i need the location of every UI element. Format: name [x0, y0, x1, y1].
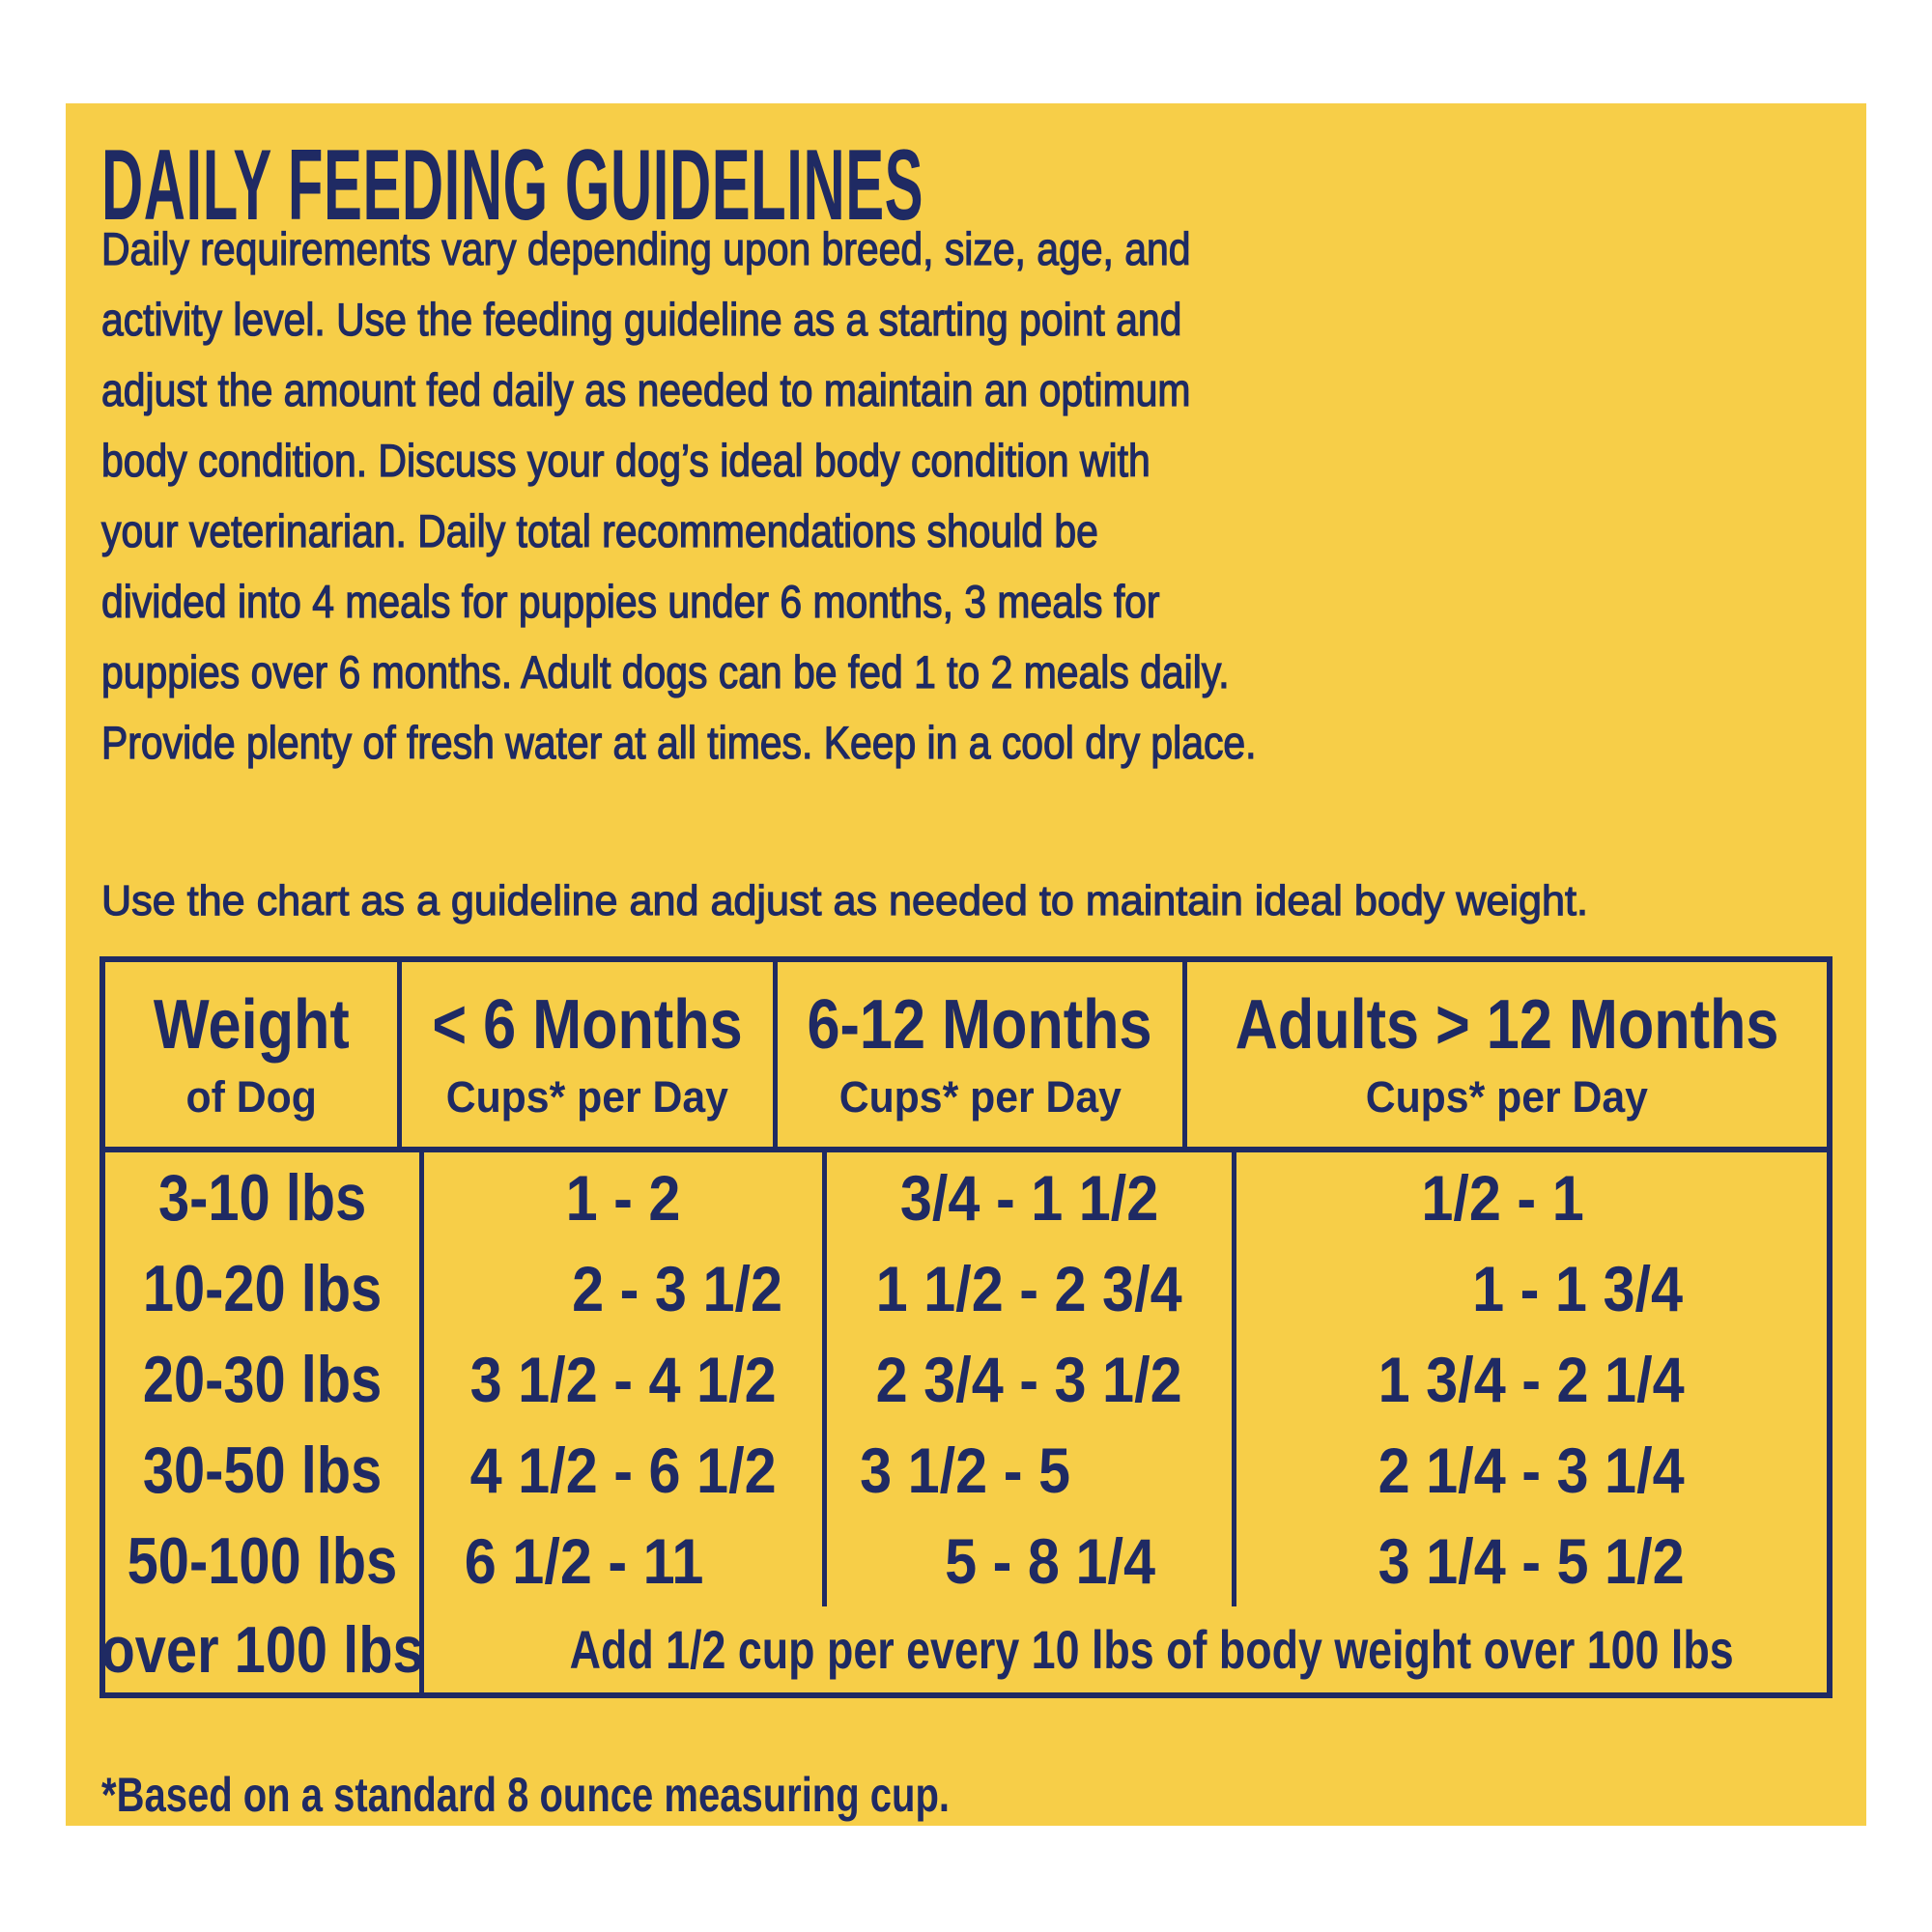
intro-line: your veterinarian. Daily total recommendations should be [101, 505, 1098, 556]
m6to12-cell: 5 - 8 1/4 [822, 1516, 1232, 1606]
intro-line: adjust the amount fed daily as needed to maintain an optimum [101, 364, 1191, 415]
adults-cell: 1 - 1 3/4 [1232, 1243, 1827, 1334]
intro-paragraph [101, 213, 1429, 778]
under6-cell: 3 1/2 - 4 1/2 [419, 1334, 822, 1425]
footnote: *Based on a standard 8 ounce measuring cup. [101, 1768, 951, 1822]
intro-line: Provide plenty of fresh water at all times. Keep in a cool dry place. [101, 717, 1257, 768]
under6-cell: 1 - 2 [419, 1152, 822, 1243]
header-cell-under-6-months: < 6 Months Cups* per Day [397, 962, 772, 1147]
intro-line: Daily requirements vary depending upon breed, size, age, and [101, 223, 1191, 274]
table-row [105, 1425, 1827, 1516]
m6to12-cell: 3/4 - 1 1/2 [822, 1152, 1232, 1243]
m6to12-cell: 3 1/2 - 5 [822, 1425, 1232, 1516]
header-cell-6-12-months: 6-12 Months Cups* per Day [773, 962, 1182, 1147]
feeding-guidelines-panel [66, 103, 1866, 1826]
under6-cell: 6 1/2 - 11 [419, 1516, 822, 1606]
adults-cell: 1 3/4 - 2 1/4 [1232, 1334, 1827, 1425]
weight-cell: 20-30 lbs [142, 1343, 383, 1416]
feeding-table [99, 956, 1833, 1698]
intro-line: divided into 4 meals for puppies under 6 months, 3 meals for [101, 576, 1160, 627]
m6to12-cell: 2 3/4 - 3 1/2 [822, 1334, 1232, 1425]
table-row [105, 1334, 1827, 1425]
adults-cell: 2 1/4 - 3 1/4 [1232, 1425, 1827, 1516]
intro-line: activity level. Use the feeding guideline as a starting point and [101, 294, 1182, 345]
table-row-over-100-lbs [100, 1606, 1827, 1692]
table-header-row [105, 962, 1827, 1152]
weight-cell: over 100 lbs [100, 1612, 424, 1687]
intro-line: body condition. Discuss your dog’s ideal body condition with [101, 435, 1151, 486]
adults-cell: 3 1/4 - 5 1/2 [1232, 1516, 1827, 1606]
intro-line: puppies over 6 months. Adult dogs can be fed 1 to 2 meals daily. [101, 646, 1230, 697]
over-100-instruction-cell: Add 1/2 cup per every 10 lbs of body weight over 100 lbs [419, 1606, 1879, 1692]
weight-cell: 3-10 lbs [157, 1161, 367, 1235]
adults-cell: 1/2 - 1 [1232, 1152, 1827, 1243]
m6to12-cell: 1 1/2 - 2 3/4 [822, 1243, 1232, 1334]
table-row [105, 1516, 1827, 1606]
table-row [105, 1243, 1827, 1334]
weight-cell: 30-50 lbs [142, 1434, 383, 1507]
weight-cell: 50-100 lbs [127, 1524, 398, 1598]
under6-cell: 4 1/2 - 6 1/2 [419, 1425, 822, 1516]
chart-usage-note: Use the chart as a guideline and adjust as needed to maintain ideal body weight. [101, 877, 1588, 924]
header-cell-adults: Adults > 12 Months Cups* per Day [1182, 962, 1827, 1147]
header-cell-weight: Weight of Dog [153, 986, 350, 1122]
page-title: DAILY FEEDING GUIDELINES [101, 129, 924, 242]
table-row [105, 1152, 1827, 1243]
under6-cell: 2 - 3 1/2 [419, 1243, 822, 1334]
weight-cell: 10-20 lbs [142, 1252, 383, 1325]
